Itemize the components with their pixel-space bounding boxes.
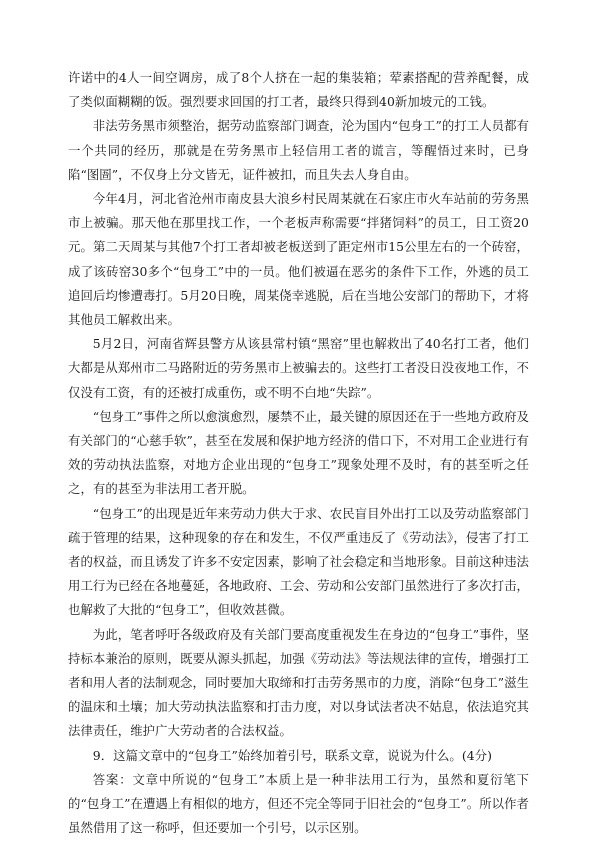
answer-9: 答案：文章中所说的“包身工”本质上是一种非法用工行为，虽然和夏衍笔下的“包身工”在遭遇上有相似的地方，但还不完全等同于旧社会的“包身工”。所以作者虽然借用了这一称呼，但还要加一个引号，以示区别。 xyxy=(68,771,529,836)
paragraph-henan-case: 5月2日，河南省辉县警方从该县常村镇“黑窑”里也解救出了40名打工者，他们大都是从郑州市二马路附近的劳务黑市上被骗去的。这些打工者没日没夜地工作，不仅没有工资，有的还被打成重伤，或不明不白地“失踪”。 xyxy=(68,336,529,400)
paragraph-hebei-case: 今年4月，河北省沧州市南皮县大浪乡村民周某就在石家庄市火车站前的劳务黑市上被骗。那天他在那里找工作，一个老板声称需要“拌猪饲料”的员工，日工资20元。第二天周某与其他7个打工者却被老板送到了距定州市15公里左右的一个砖窑，成了该砖窑30多个“包身工”中的一员。他们被逼在恶劣的条件下工作，外逃的员工追回后均惨遭毒打。5月20日晚，周某侥幸逃脱，后在当地公安部门的帮助下，才将其他员工解救出来。 xyxy=(68,191,529,328)
paragraph-labor-black-market: 非法劳务黑市须整治，据劳动监察部门调查，沦为国内“包身工”的打工人员都有一个共同的经历，那就是在劳务黑市上轻信用工者的谎言，等醒悟过来时，已身陷“图圄”，不仅身上分文皆无，证件被扣，而且失去人身自由。 xyxy=(68,118,529,182)
question-9: 9．这篇文章中的“包身工”始终加着引号，联系文章，说说为什么。(4分) xyxy=(92,747,492,763)
paragraph-causes: “包身工”事件之所以愈演愈烈，屡禁不止，最关键的原因还在于一些地方政府及有关部门的“心慈手软”，甚至在发展和保护地方经济的借口下，不对用工企业进行有效的劳动执法监察，对地方企业出现的“包身工”现象处理不及时，有的甚至听之任之，有的甚至为非法用工者开脱。 xyxy=(68,408,529,497)
paragraph-appeal: 为此，笔者呼吁各级政府及有关部门要高度重视发生在身边的“包身工”事件，坚持标本兼治的原则，既要从源头抓起，加强《劳动法》等法规法律的宣传，增强打工者和用人者的法制观念，同时要加大取缔和打击劳务黑市的力度，消除“包身工”滋生的温床和土壤；加大劳动执法监察和打击力度，对以身试法者决不姑息，依法追究其法律责任，维护广大劳动者的合法权益。 xyxy=(68,626,529,739)
paragraph-continuation: 许诺中的4人一间空调房，成了8个人挤在一起的集装箱；荤素搭配的营养配餐，成了类似面糊糊的饭。强烈要求回国的打工者，最终只得到40新加坡元的工钱。 xyxy=(68,70,529,110)
paragraph-consequences: “包身工”的出现是近年来劳动力供大于求、农民盲目外出打工以及劳动监察部门疏于管理的结果，这种现象的存在和发生，不仅严重违反了《劳动法》，侵害了打工者的权益，而且诱发了许多不安定因素，影响了社会稳定和当地形象。目前这种违法用工行为已经在各地蔓延，各地政府、工会、劳动和公安部门虽然进行了多次打击，也解救了大批的“包身工”，但收效甚微。 xyxy=(68,505,529,618)
